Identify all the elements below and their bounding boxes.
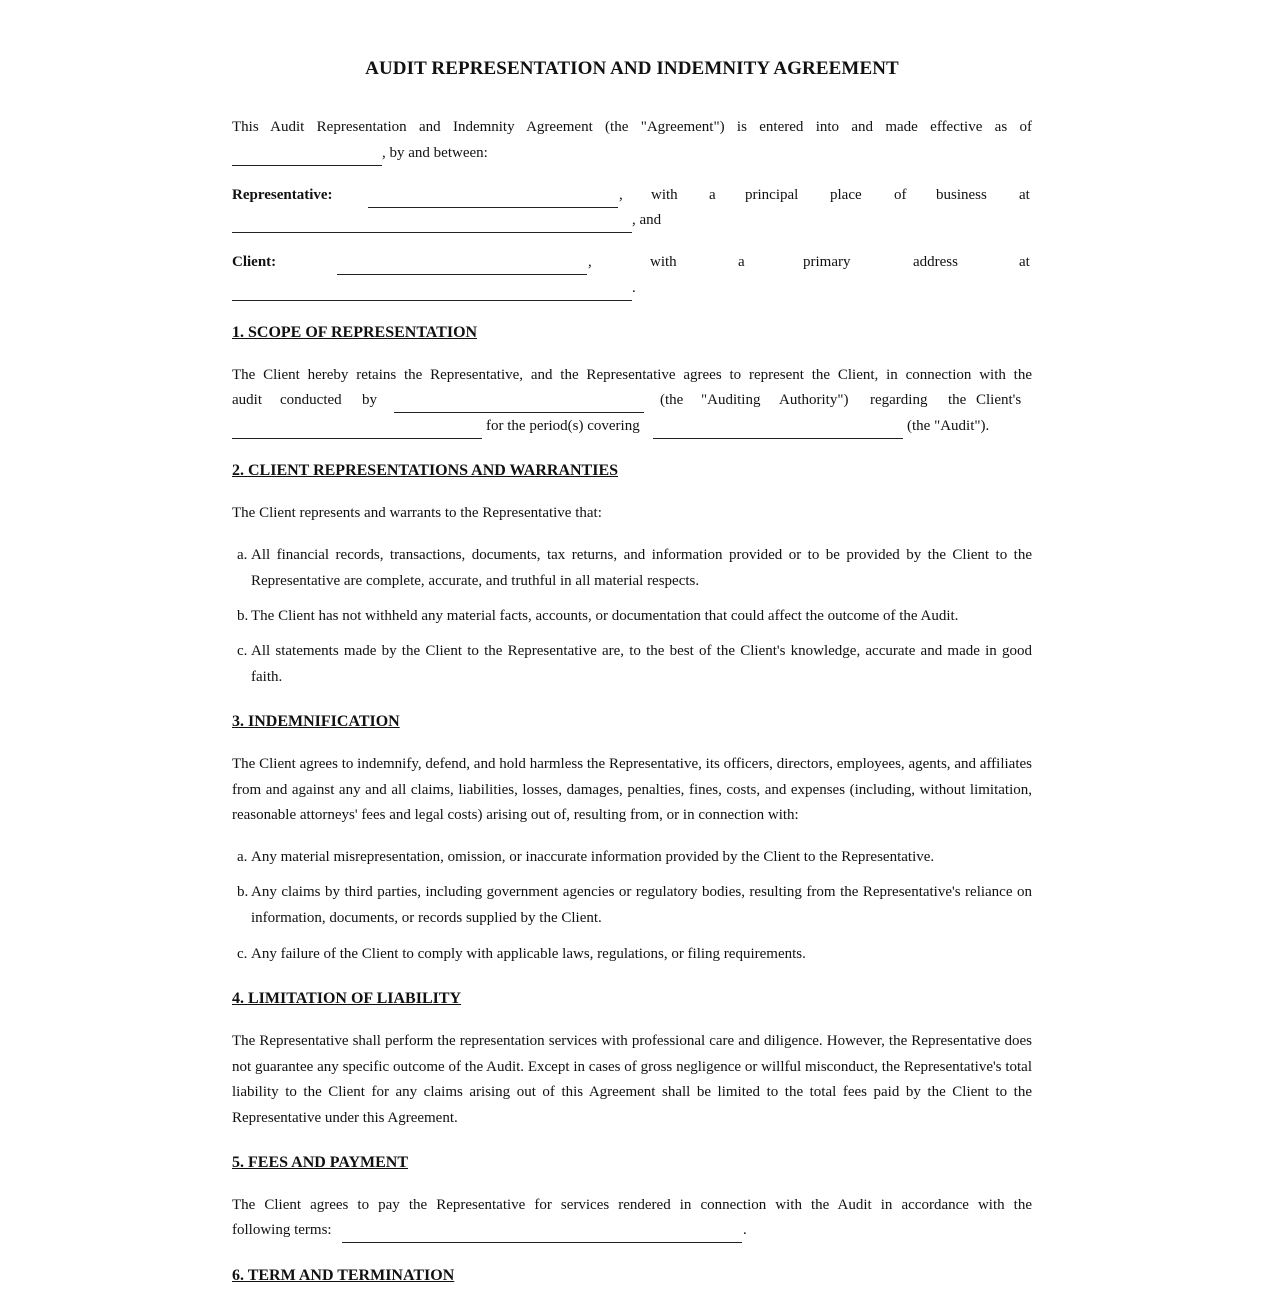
list-item xyxy=(237,880,1032,931)
document-title: AUDIT REPRESENTATION AND INDEMNITY AGREEMENT xyxy=(365,58,899,79)
list-item xyxy=(237,942,1032,968)
representative-comma: , xyxy=(619,187,623,203)
client-word-5: at xyxy=(1019,254,1030,270)
s1-word: audit xyxy=(232,392,262,408)
s1-word: "Auditing xyxy=(701,392,761,408)
list-marker: a. xyxy=(237,849,248,865)
list-text: Any material misrepresentation, omission, or inaccurate information provided by the Client to the Representative. xyxy=(251,849,935,865)
client-word-4: address xyxy=(913,254,958,270)
client-address-blank[interactable] xyxy=(232,280,632,301)
rep-word-2: a xyxy=(709,187,716,203)
representative-end: , and xyxy=(632,212,662,228)
rep-word-4: place xyxy=(830,187,862,203)
list-text: Any failure of the Client to comply with applicable laws, regulations, or filing requirements. xyxy=(251,946,806,962)
s1-word: (the xyxy=(660,392,684,408)
section-2-heading: 2. CLIENT REPRESENTATIONS AND WARRANTIES xyxy=(232,462,619,479)
list-text: All statements made by the Client to the Representative are, to the best of the Client's knowledge, accurate and made in good faith. xyxy=(251,643,1032,685)
rep-word-5: of xyxy=(894,187,907,203)
s1-line-3 xyxy=(232,418,1032,440)
representative-address-blank[interactable] xyxy=(232,212,632,233)
s5-line-2 xyxy=(232,1222,1032,1244)
list-item xyxy=(237,845,1032,871)
client-end: . xyxy=(632,280,636,296)
intro-line-2 xyxy=(232,145,1032,167)
client-word-2: a xyxy=(738,254,745,270)
s5-terms-label: following terms: xyxy=(232,1222,332,1238)
s2-intro: The Client represents and warrants to the Representative that: xyxy=(232,505,602,521)
auditing-authority-blank[interactable] xyxy=(394,392,644,413)
representative-name-blank[interactable] xyxy=(368,187,618,208)
list-item xyxy=(237,543,1032,594)
representative-address-row xyxy=(232,212,1032,234)
list-marker: a. xyxy=(237,547,248,563)
s1-line-2 xyxy=(232,392,1032,414)
rep-word-7: at xyxy=(1019,187,1030,203)
audit-subject-blank[interactable] xyxy=(232,418,482,439)
section-1-heading: 1. SCOPE OF REPRESENTATION xyxy=(232,324,478,341)
client-row xyxy=(232,254,1032,276)
s4-text: The Representative shall perform the representation services with professional care and diligence. However, the Representative does not guarantee any specific outcome of the Audit. Except in cases of gross negligence or willful misconduct, the Representative's total liability to the Client for any claims arising out of this Agreement shall be limited to the total fees paid by the Client to the Representative under this Agreement. xyxy=(232,1033,1032,1126)
rep-word-6: business xyxy=(936,187,987,203)
intro-line-1: This Audit Representation and Indemnity Agreement (the "Agreement") is entered into and made effective as of xyxy=(232,119,1032,135)
list-text: Any claims by third parties, including government agencies or regulatory bodies, resulting from the Representative's reliance on information, documents, or records supplied by the Client. xyxy=(251,884,1032,926)
list-text: The Client has not withheld any material facts, accounts, or documentation that could affect the outcome of the Audit. xyxy=(251,608,959,624)
s1-word: Authority") xyxy=(779,392,849,408)
s1-period-label: for the period(s) covering xyxy=(486,418,640,434)
section-3-heading: 3. INDEMNIFICATION xyxy=(232,713,400,730)
list-item xyxy=(237,639,1032,690)
s5-line-1: The Client agrees to pay the Representative for services rendered in connection with the Audit in accordance with the xyxy=(232,1197,1032,1213)
list-text: All financial records, transactions, documents, tax returns, and information provided or to be provided by the Client to the Representative are complete, accurate, and truthful in all material respects. xyxy=(251,547,1032,589)
rep-word-1: with xyxy=(651,187,678,203)
s1-word: the xyxy=(948,392,967,408)
client-word-3: primary xyxy=(803,254,851,270)
s1-word: regarding xyxy=(870,392,928,408)
section-5-heading: 5. FEES AND PAYMENT xyxy=(232,1154,409,1171)
client-name-blank[interactable] xyxy=(337,254,587,275)
list-marker: b. xyxy=(237,608,249,624)
client-label: Client: xyxy=(232,254,277,270)
client-address-row xyxy=(232,280,1032,302)
rep-word-3: principal xyxy=(745,187,799,203)
client-word-1: with xyxy=(650,254,677,270)
list-marker: c. xyxy=(237,946,248,962)
s1-audit-def: (the "Audit"). xyxy=(907,418,990,434)
s3-intro: The Client agrees to indemnify, defend, and hold harmless the Representative, its officers, directors, employees, agents, and affiliates from and against any and all claims, liabilities, losses, damages, penalties, fines, costs, and expenses (including, without limitation, reasonable attorneys' fees and legal costs) arising out of, resulting from, or in connection with: xyxy=(232,756,1032,823)
s5-end: . xyxy=(743,1222,747,1238)
list-item xyxy=(237,604,1032,630)
audit-period-blank[interactable] xyxy=(653,418,903,439)
representative-label: Representative: xyxy=(232,187,333,203)
s1-word: Client's xyxy=(976,392,1022,408)
list-marker: c. xyxy=(237,643,248,659)
intro-suffix: , by and between: xyxy=(382,145,488,161)
list-marker: b. xyxy=(237,884,249,900)
client-comma: , xyxy=(588,254,592,270)
payment-terms-blank[interactable] xyxy=(342,1222,742,1243)
s1-word: conducted xyxy=(280,392,342,408)
s1-line-1: The Client hereby retains the Representative, and the Representative agrees to represent the Client, in connection with the xyxy=(232,367,1032,383)
representative-row xyxy=(232,187,1032,209)
s1-word: by xyxy=(362,392,377,408)
section-4-heading: 4. LIMITATION OF LIABILITY xyxy=(232,990,462,1007)
section-6-heading: 6. TERM AND TERMINATION xyxy=(232,1267,455,1284)
effective-date-blank[interactable] xyxy=(232,145,382,166)
